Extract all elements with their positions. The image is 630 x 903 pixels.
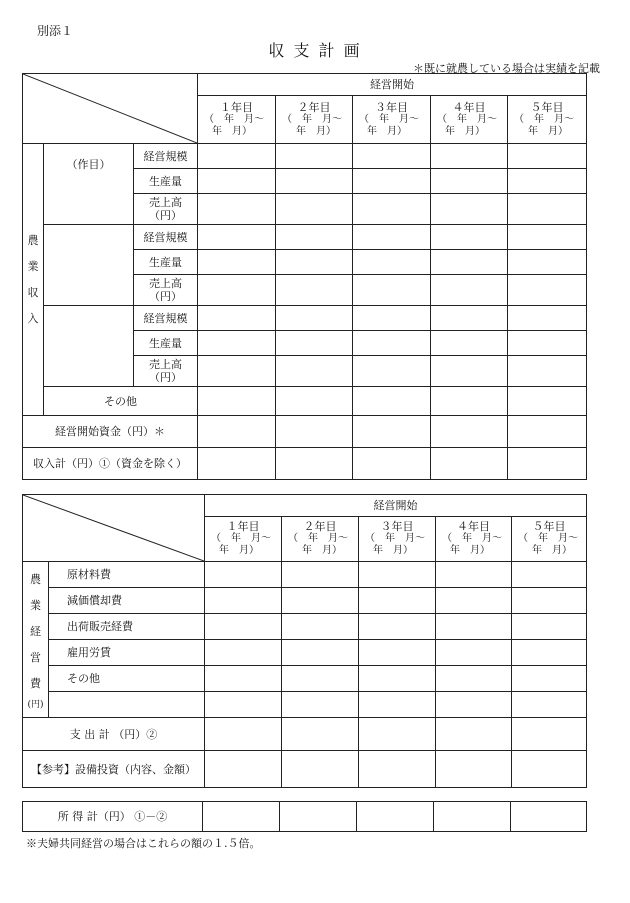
input-cell[interactable] bbox=[276, 448, 353, 480]
input-cell[interactable] bbox=[198, 387, 276, 416]
depreciation-label: 減価償却費 bbox=[49, 588, 205, 614]
income-table bbox=[22, 73, 587, 480]
input-cell[interactable] bbox=[436, 751, 512, 788]
input-cell[interactable] bbox=[436, 588, 512, 614]
input-cell[interactable] bbox=[431, 416, 508, 448]
other-expense-label: その他 bbox=[49, 666, 205, 692]
input-cell[interactable] bbox=[353, 144, 431, 169]
input-cell[interactable] bbox=[431, 225, 508, 250]
input-cell[interactable] bbox=[198, 169, 276, 194]
header-note: ＊既に就農している場合は実績を記載 bbox=[413, 62, 600, 75]
input-cell[interactable] bbox=[436, 640, 512, 666]
input-cell[interactable] bbox=[276, 356, 353, 387]
input-cell[interactable] bbox=[198, 356, 276, 387]
input-cell[interactable] bbox=[280, 802, 357, 832]
input-cell[interactable] bbox=[276, 275, 353, 306]
startup-funds-label: 経営開始資金（円）＊ bbox=[23, 416, 198, 448]
input-cell[interactable] bbox=[508, 356, 587, 387]
crop-input-cell[interactable] bbox=[44, 306, 134, 387]
input-cell[interactable] bbox=[353, 169, 431, 194]
input-cell[interactable] bbox=[353, 275, 431, 306]
page-title: 収 支 計 画 bbox=[268, 41, 362, 60]
management-start-header: 経営開始 bbox=[205, 495, 587, 517]
input-cell[interactable] bbox=[512, 614, 587, 640]
input-cell[interactable] bbox=[276, 331, 353, 356]
input-cell[interactable] bbox=[353, 194, 431, 225]
input-cell[interactable] bbox=[276, 169, 353, 194]
input-cell[interactable] bbox=[436, 666, 512, 692]
input-cell[interactable] bbox=[359, 666, 436, 692]
production-label: 生産量 bbox=[134, 331, 198, 356]
expense-table bbox=[22, 494, 587, 788]
input-cell[interactable] bbox=[353, 356, 431, 387]
input-cell[interactable] bbox=[198, 416, 276, 448]
input-cell[interactable] bbox=[276, 306, 353, 331]
input-cell[interactable] bbox=[431, 306, 508, 331]
input-cell[interactable] bbox=[205, 718, 282, 751]
year-1-header: １年目 （ 年 月～ 年 月） bbox=[205, 517, 282, 562]
input-cell[interactable] bbox=[198, 250, 276, 275]
input-cell[interactable] bbox=[353, 306, 431, 331]
input-cell[interactable] bbox=[198, 194, 276, 225]
input-cell[interactable] bbox=[353, 448, 431, 480]
diagonal-line bbox=[23, 495, 204, 561]
input-cell[interactable] bbox=[431, 331, 508, 356]
input-cell[interactable] bbox=[353, 416, 431, 448]
capital-investment-label: 【参考】設備投資（内容、金額） bbox=[23, 751, 205, 788]
input-cell[interactable] bbox=[359, 640, 436, 666]
scale-label: 経営規模 bbox=[134, 144, 198, 169]
sales-label: 売上高 （円） bbox=[134, 194, 198, 225]
input-cell[interactable] bbox=[276, 225, 353, 250]
crop-input-cell[interactable] bbox=[44, 225, 134, 306]
input-cell[interactable] bbox=[512, 718, 587, 751]
input-cell[interactable] bbox=[205, 692, 282, 718]
input-cell[interactable] bbox=[508, 169, 587, 194]
input-cell[interactable] bbox=[357, 802, 434, 832]
input-cell[interactable] bbox=[511, 802, 587, 832]
input-cell[interactable] bbox=[508, 387, 587, 416]
footnote: ※夫婦共同経営の場合はこれらの額の１.５倍。 bbox=[26, 837, 261, 850]
input-cell[interactable] bbox=[508, 144, 587, 169]
header-diagonal-cell bbox=[23, 495, 205, 562]
input-cell[interactable] bbox=[431, 144, 508, 169]
other-income-label: その他 bbox=[44, 387, 198, 416]
input-cell[interactable] bbox=[276, 387, 353, 416]
scale-label: 経営規模 bbox=[134, 225, 198, 250]
crop-label: （作目） bbox=[44, 144, 134, 225]
input-cell[interactable] bbox=[205, 614, 282, 640]
year-5-header: ５年目 （ 年 月～ 年 月） bbox=[508, 96, 587, 144]
input-cell[interactable] bbox=[512, 588, 587, 614]
input-cell[interactable] bbox=[282, 614, 359, 640]
input-cell[interactable] bbox=[198, 225, 276, 250]
input-cell[interactable] bbox=[431, 250, 508, 275]
input-cell[interactable] bbox=[431, 194, 508, 225]
input-cell[interactable] bbox=[359, 692, 436, 718]
year-3-header: ３年目 （ 年 月～ 年 月） bbox=[353, 96, 431, 144]
input-cell[interactable] bbox=[359, 718, 436, 751]
input-cell[interactable] bbox=[282, 692, 359, 718]
scale-label: 経営規模 bbox=[134, 306, 198, 331]
input-cell[interactable] bbox=[512, 666, 587, 692]
input-cell[interactable] bbox=[508, 331, 587, 356]
shipping-sales-label: 出荷販売経費 bbox=[49, 614, 205, 640]
net-income-label: 所 得 計（円） ①－② bbox=[23, 802, 203, 832]
input-cell[interactable] bbox=[282, 718, 359, 751]
input-cell[interactable] bbox=[205, 751, 282, 788]
sales-label: 売上高 （円） bbox=[134, 275, 198, 306]
raw-materials-label: 原材料費 bbox=[49, 562, 205, 588]
input-cell[interactable] bbox=[359, 751, 436, 788]
input-cell[interactable] bbox=[359, 562, 436, 588]
input-cell[interactable] bbox=[205, 588, 282, 614]
input-cell[interactable] bbox=[282, 666, 359, 692]
input-cell[interactable] bbox=[434, 802, 511, 832]
farm-income-vertical-label: 農 業 収 入 bbox=[23, 144, 44, 416]
input-cell[interactable] bbox=[353, 225, 431, 250]
input-cell[interactable] bbox=[512, 751, 587, 788]
input-cell[interactable] bbox=[431, 387, 508, 416]
input-cell[interactable] bbox=[205, 562, 282, 588]
input-cell[interactable] bbox=[205, 666, 282, 692]
input-cell[interactable] bbox=[508, 448, 587, 480]
input-cell[interactable] bbox=[198, 144, 276, 169]
input-cell[interactable] bbox=[508, 306, 587, 331]
input-cell[interactable] bbox=[508, 194, 587, 225]
sales-label: 売上高 （円） bbox=[134, 356, 198, 387]
input-cell[interactable] bbox=[436, 692, 512, 718]
production-label: 生産量 bbox=[134, 250, 198, 275]
input-cell[interactable] bbox=[282, 751, 359, 788]
input-cell[interactable] bbox=[353, 387, 431, 416]
input-cell[interactable] bbox=[198, 448, 276, 480]
year-4-header: ４年目 （ 年 月～ 年 月） bbox=[436, 517, 512, 562]
header-diagonal-cell bbox=[23, 74, 198, 144]
input-cell[interactable] bbox=[512, 562, 587, 588]
input-cell[interactable] bbox=[431, 169, 508, 194]
input-cell[interactable] bbox=[198, 306, 276, 331]
input-cell[interactable] bbox=[508, 225, 587, 250]
labor-label: 雇用労賃 bbox=[49, 640, 205, 666]
input-cell[interactable] bbox=[436, 562, 512, 588]
input-cell[interactable] bbox=[508, 250, 587, 275]
attachment-label: 別添１ bbox=[37, 24, 74, 38]
year-4-header: ４年目 （ 年 月～ 年 月） bbox=[431, 96, 508, 144]
input-cell[interactable] bbox=[198, 331, 276, 356]
input-cell[interactable] bbox=[512, 640, 587, 666]
year-3-header: ３年目 （ 年 月～ 年 月） bbox=[359, 517, 436, 562]
input-cell[interactable] bbox=[512, 692, 587, 718]
year-2-header: ２年目 （ 年 月～ 年 月） bbox=[282, 517, 359, 562]
input-cell[interactable] bbox=[436, 614, 512, 640]
input-cell[interactable] bbox=[436, 718, 512, 751]
management-start-header: 経営開始 bbox=[198, 74, 587, 96]
input-cell[interactable] bbox=[359, 614, 436, 640]
year-5-header: ５年目 （ 年 月～ 年 月） bbox=[512, 517, 587, 562]
input-cell[interactable] bbox=[276, 416, 353, 448]
input-cell[interactable] bbox=[431, 275, 508, 306]
input-cell[interactable] bbox=[508, 275, 587, 306]
input-cell[interactable] bbox=[282, 562, 359, 588]
income-total-label: 収入計（円）①（資金を除く） bbox=[23, 448, 198, 480]
input-cell[interactable] bbox=[198, 275, 276, 306]
input-cell[interactable] bbox=[353, 250, 431, 275]
input-cell[interactable] bbox=[203, 802, 280, 832]
year-2-header: ２年目 （ 年 月～ 年 月） bbox=[276, 96, 353, 144]
input-cell[interactable] bbox=[276, 194, 353, 225]
input-cell[interactable] bbox=[431, 448, 508, 480]
input-cell[interactable] bbox=[353, 331, 431, 356]
input-cell[interactable] bbox=[282, 588, 359, 614]
input-cell[interactable] bbox=[508, 416, 587, 448]
income-summary-table bbox=[22, 801, 587, 832]
year-1-header: １年目 （ 年 月～ 年 月） bbox=[198, 96, 276, 144]
input-cell[interactable] bbox=[205, 640, 282, 666]
input-cell[interactable] bbox=[276, 144, 353, 169]
blank-expense-label[interactable] bbox=[49, 692, 205, 718]
input-cell[interactable] bbox=[282, 640, 359, 666]
diagonal-line bbox=[23, 74, 197, 143]
input-cell[interactable] bbox=[276, 250, 353, 275]
expense-total-label: 支 出 計 （円）② bbox=[23, 718, 205, 751]
input-cell[interactable] bbox=[359, 588, 436, 614]
input-cell[interactable] bbox=[431, 356, 508, 387]
farm-expense-vertical-label: 農 業 経 営 費 (円) bbox=[23, 562, 49, 718]
production-label: 生産量 bbox=[134, 169, 198, 194]
